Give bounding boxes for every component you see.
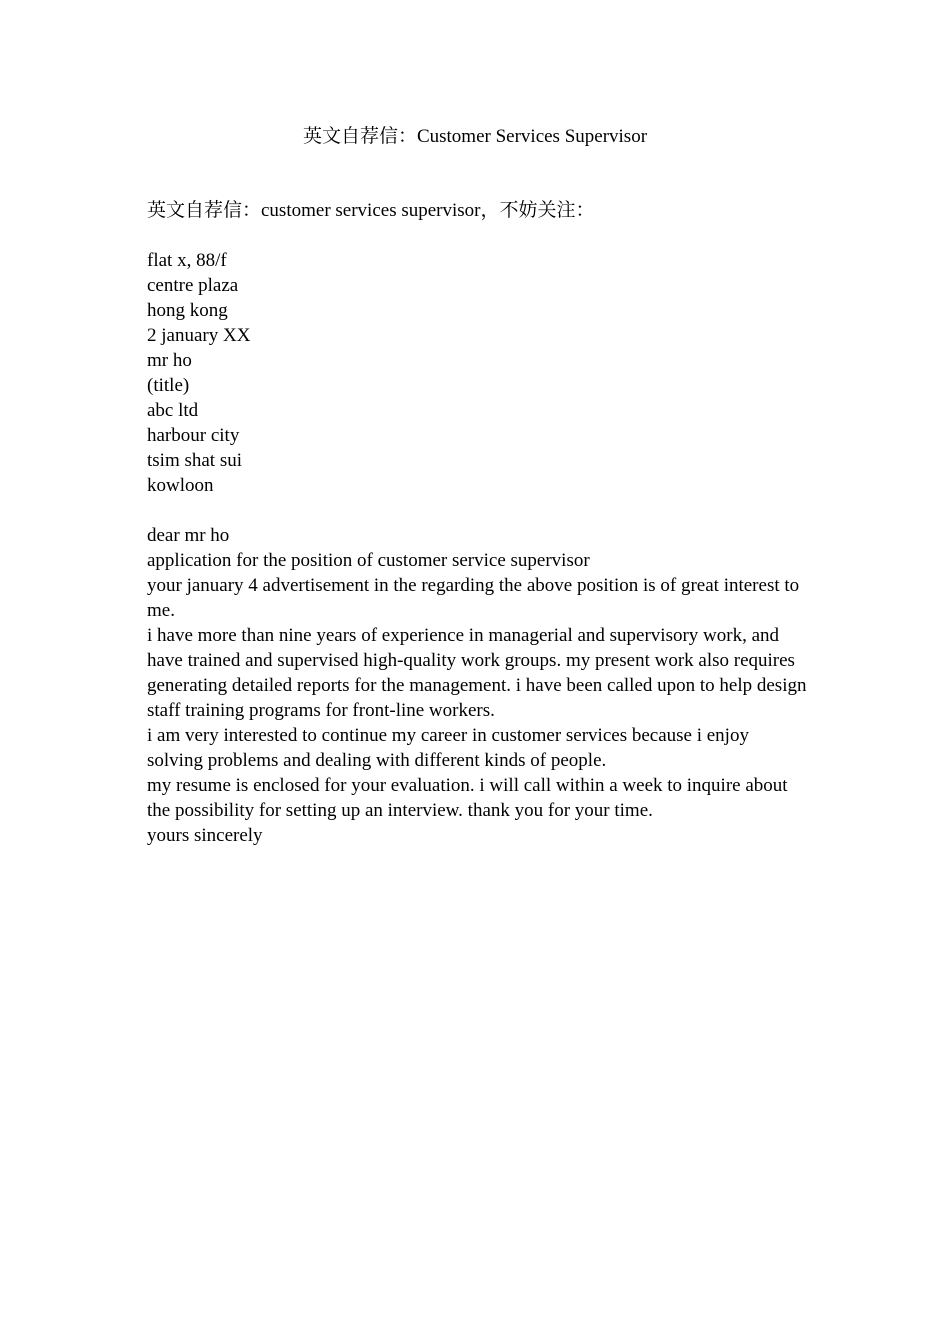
address-line: centre plaza bbox=[147, 275, 239, 296]
paragraph: i am very interested to continue my career in customer services because i enjoy solving problems and dealing with different kinds of people. bbox=[147, 725, 749, 771]
recipient-name: mr ho bbox=[147, 350, 192, 371]
letter-body bbox=[147, 198, 807, 848]
recipient-company: abc ltd bbox=[147, 400, 199, 421]
salutation: dear mr ho bbox=[147, 525, 230, 546]
closing: yours sincerely bbox=[147, 825, 263, 846]
paragraph: my resume is enclosed for your evaluation. i will call within a week to inquire about the possibility for setting up an interview. thank you for your time. bbox=[147, 775, 788, 821]
address-block bbox=[147, 248, 807, 498]
paragraph: your january 4 advertisement in the regarding the above position is of great interest to me. bbox=[147, 575, 800, 621]
address-line: harbour city bbox=[147, 425, 240, 446]
address-line: kowloon bbox=[147, 475, 214, 496]
date-line: 2 january XX bbox=[147, 325, 251, 346]
address-line: hong kong bbox=[147, 300, 228, 321]
blank-line bbox=[147, 223, 807, 248]
address-line: flat x, 88/f bbox=[147, 250, 227, 271]
address-line: tsim shat sui bbox=[147, 450, 243, 471]
document-title: 英文自荐信：Customer Services Supervisor bbox=[302, 126, 648, 147]
subject-line: application for the position of customer service supervisor bbox=[147, 550, 590, 571]
paragraph: i have more than nine years of experience in managerial and supervisory work, and have trained and supervised high-quality work groups. my present work also requires generating detailed reports for the management. i have been called upon to help design staff training programs for front-line workers. bbox=[147, 625, 807, 721]
recipient-title: (title) bbox=[147, 375, 190, 396]
blank-line bbox=[147, 498, 807, 523]
intro-line: 英文自荐信：customer services supervisor，不妨关注： bbox=[147, 200, 595, 221]
